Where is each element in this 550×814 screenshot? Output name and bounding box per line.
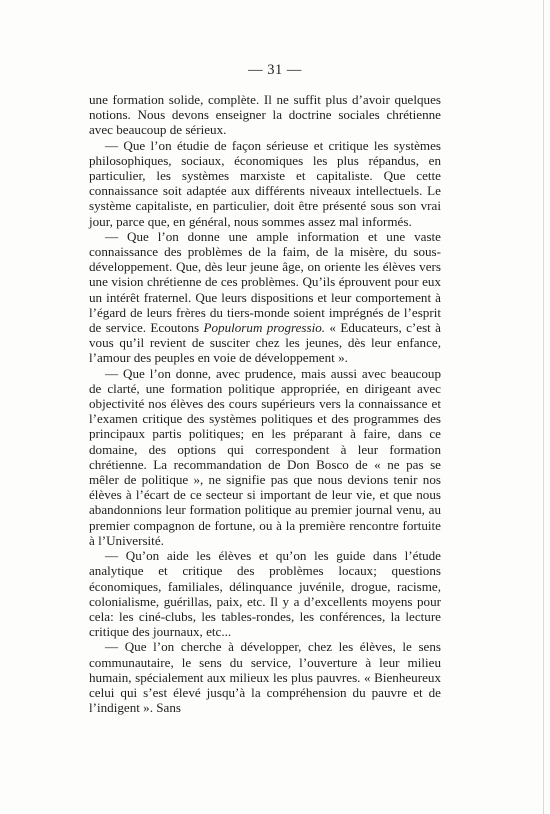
paragraph — [89, 229, 441, 366]
body-text — [89, 92, 441, 715]
paragraph-text: — Que l’on donne une ample information et une vaste connaissance des problèmes de la faim, de la misère, du sous-développement. Que, dès leur jeune âge, on oriente les élèves vers une vision chrétienne de ces problèmes. Qu’ils éprouvent pour eux un intérêt fraternel. Que leurs dispositions et leur comportement à l’égard de leurs frères du tiers-monde soient imprégnés de l’esprit de service. Ecoutons — [89, 228, 441, 336]
italic-title: Populorum progressio. — [203, 320, 326, 336]
paragraph: une formation solide, complète. Il ne suffit plus d’avoir quelques notions. Nous devons enseigner la doctrine sociales chrétienne avec beaucoup de sérieux. — [89, 92, 441, 138]
paragraph: — Que l’on cherche à développer, chez les élèves, le sens communautaire, le sens du service, l’ouverture à leur milieu humain, spécialement aux milieux les plus pauvres. « Bienheureux celui qui s’est élevé jusqu’à la compréhension du pauvre et de l’indigent ». Sans — [89, 639, 441, 716]
paragraph: — Que l’on étudie de façon sérieuse et critique les systèmes philosophiques, sociaux, économiques les plus répandus, en particulier, les systèmes marxiste et capitaliste. Que cette connaissance soit adaptée aux différents niveaux intellectuels. Le système capitaliste, en particulier, doit être présenté sous son vrai jour, parce que, en général, nous sommes assez mal informés. — [89, 137, 441, 229]
page-number: — 31 — — [248, 62, 302, 78]
paragraph-text: « Educateurs, c’est à vous qu’il revient de susciter chez les jeunes, dès leur enfance, l’amour des peuples en voie de développement ». — [89, 320, 441, 366]
paragraph: — Qu’on aide les élèves et qu’on les guide dans l’étude analytique et critique des problèmes locaux; questions économiques, familiales, délinquance juvénile, drogue, racisme, colonialisme, guérillas, paix, etc. Il y a d’excellents moyens pour cela: les ciné-clubs, les tables-rondes, les conférences, la lecture critique des journaux, etc... — [89, 548, 441, 640]
page-edge-divider — [543, 0, 544, 814]
paragraph: — Que l’on donne, avec prudence, mais aussi avec beaucoup de clarté, une formation politique appropriée, en dirigeant avec objectivité nos élèves des cours supérieurs vers la connaissance et l’examen critique des systèmes politiques et des programmes des principaux partis politiques; en les préparant à faire, dans ce domaine, des options qui correspondent à leur formation chrétienne. La recommandation de Don Bosco de « ne pas se mêler de politique », ne signifie pas que nous devions tenir nos élèves à l’écart de ce secteur si important de leur vie, et que nous abandonnions leur formation politique au premier journal venu, au premier compagnon de fortune, ou à la première rencontre fortuite à l’Université. — [89, 365, 441, 548]
